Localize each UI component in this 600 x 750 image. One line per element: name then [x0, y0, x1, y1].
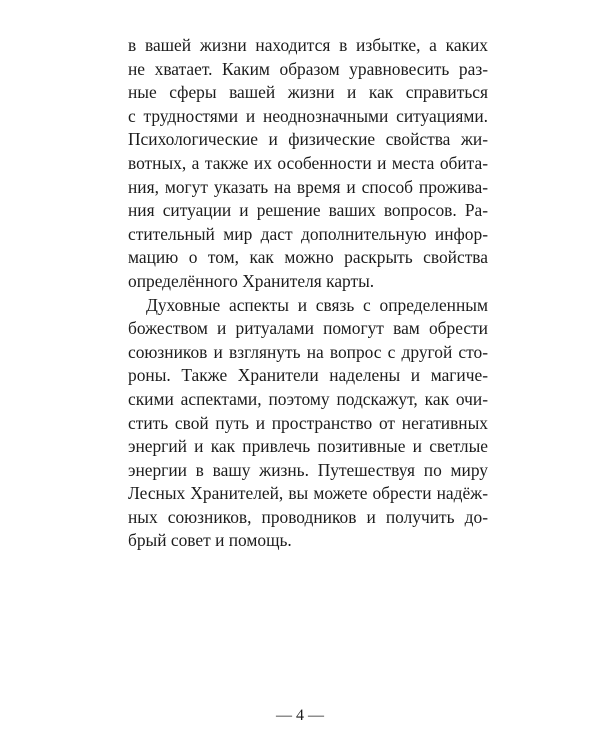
- text-line: ные сферы вашей жизни и как справиться: [128, 82, 488, 103]
- page-number: — 4 —: [276, 707, 324, 724]
- text-line: ных союзников, проводников и получить до-: [128, 506, 488, 527]
- text-line: вотных, а также их особенности и места обита-: [128, 152, 488, 173]
- paragraph: [128, 294, 488, 554]
- body-text: [128, 34, 488, 553]
- text-line: определённого Хранителя карты.: [128, 270, 375, 291]
- text-line: энергий и как привлечь позитивные и светлые: [128, 436, 488, 457]
- text-line: с трудностями и неоднозначными ситуациями.: [128, 105, 488, 126]
- text-line: брый совет и помощь.: [128, 530, 292, 551]
- text-line: Духовные аспекты и связь с определенным: [146, 294, 488, 315]
- text-line: божеством и ритуалами помогут вам обрести: [128, 318, 488, 339]
- text-line: ния ситуации и решение ваших вопросов. Ра-: [128, 200, 488, 221]
- text-line: роны. Также Хранители наделены и магиче-: [128, 365, 488, 386]
- text-line: мацию о том, как можно раскрыть свойства: [128, 247, 488, 268]
- text-line: энергии в вашу жизнь. Путешествуя по миру: [128, 459, 488, 480]
- text-line: в вашей жизни находится в избытке, а каких: [128, 35, 488, 55]
- text-line: Лесных Хранителей, вы можете обрести надёж-: [128, 483, 488, 504]
- text-line: ния, могут указать на время и способ прожива-: [128, 176, 488, 197]
- text-line: стить свой путь и пространство от негативных: [128, 412, 488, 433]
- text-line: не хватает. Каким образом уравновесить раз-: [128, 58, 488, 79]
- text-line: скими аспектами, поэтому подскажут, как очи-: [128, 388, 488, 409]
- text-line: союзников и взглянуть на вопрос с другой сто-: [128, 341, 488, 362]
- text-line: Психологические и физические свойства жи-: [128, 129, 488, 150]
- text-line: стительный мир даст дополнительную инфор-: [128, 223, 488, 244]
- paragraph: [128, 34, 488, 294]
